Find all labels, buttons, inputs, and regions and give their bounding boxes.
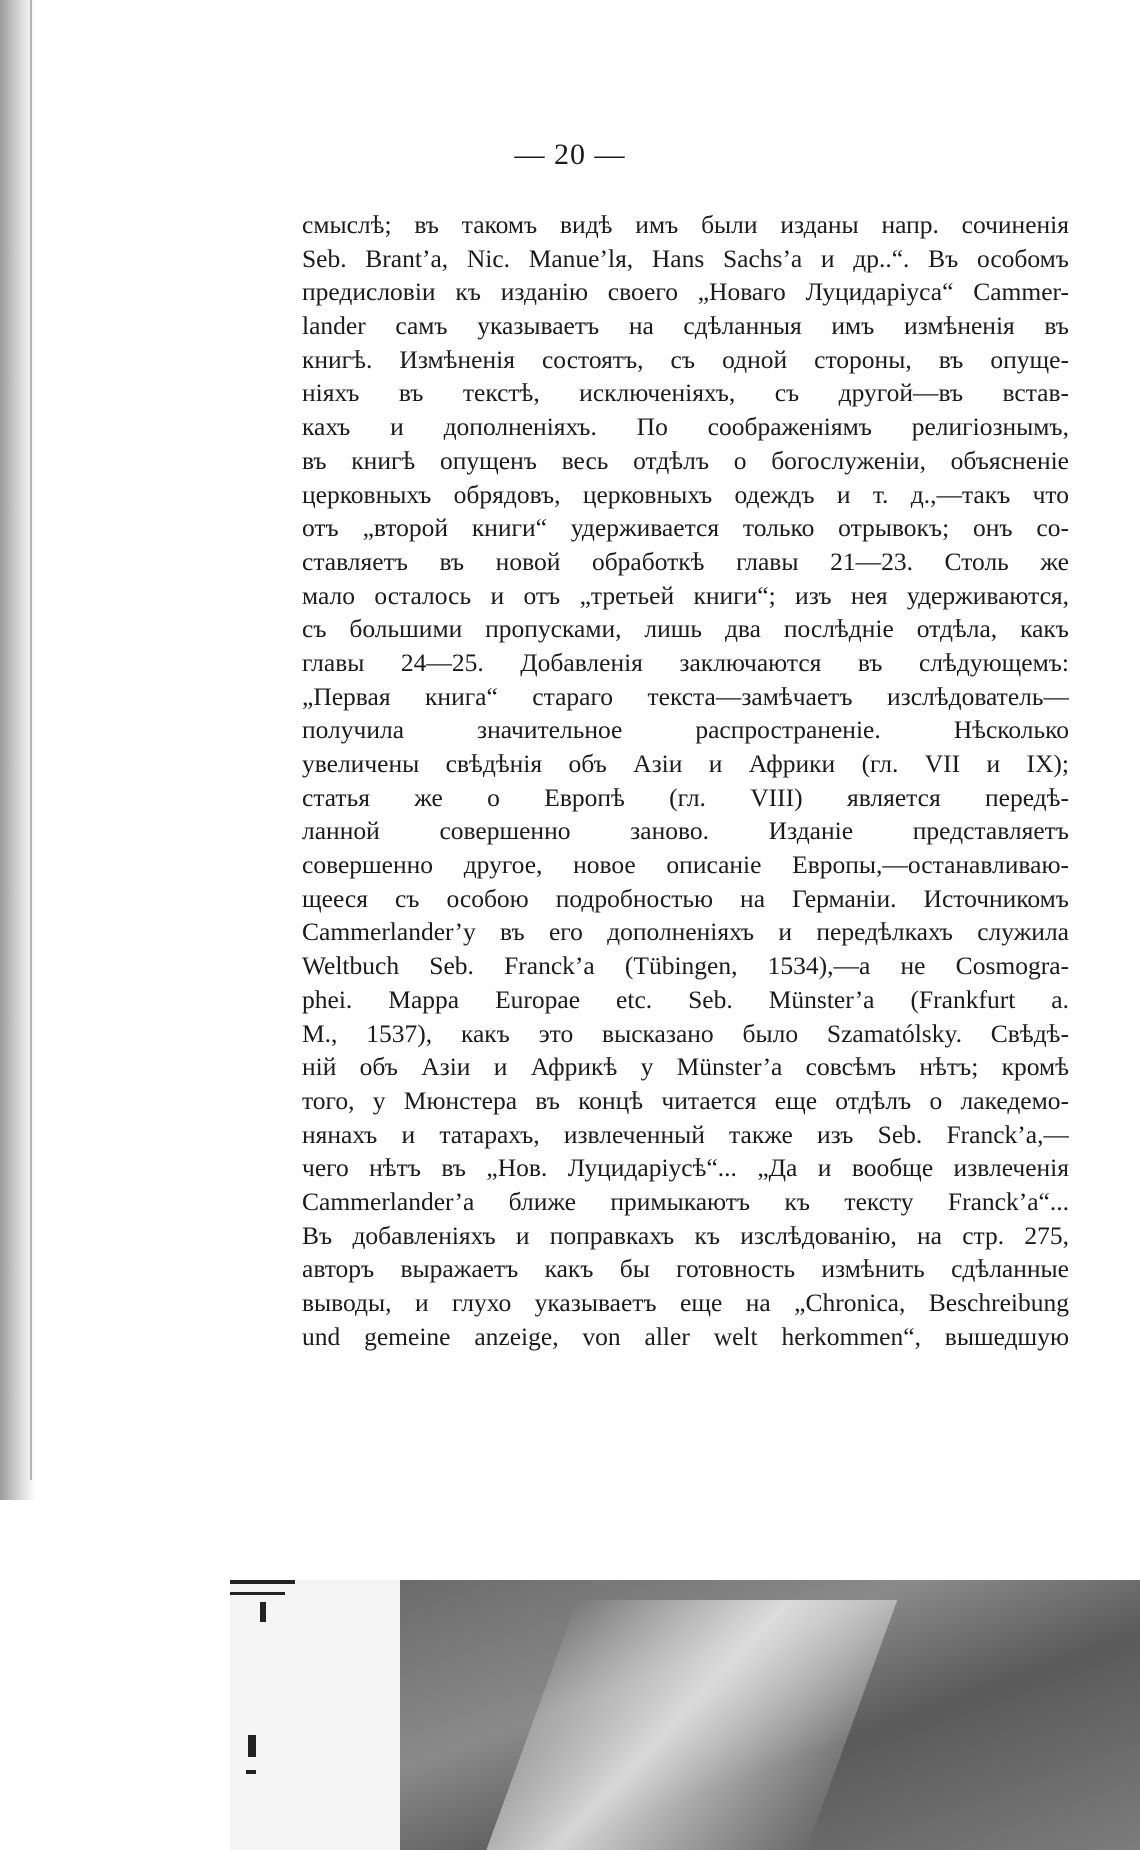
text-line: того, у Мюнстера въ концѣ читается еще отдѣлъ о лакедемо-	[302, 1085, 1069, 1115]
text-line: lander самъ указываетъ на сдѣланныя имъ измѣненія въ	[302, 311, 1069, 341]
text-line: кахъ и дополненіяхъ. По соображеніямъ религіознымъ,	[302, 412, 1069, 442]
scan-mark	[260, 1602, 266, 1622]
text-line: книгѣ. Измѣненія состоятъ, съ одной стороны, въ опуще-	[302, 344, 1069, 374]
text-line: отъ „второй книги“ удерживается только отрывокъ; онъ со-	[302, 513, 1069, 543]
text-line: Cammerlander’у въ его дополненіяхъ и передѣлкахъ служила	[302, 917, 1069, 947]
scan-artifact	[230, 1580, 1140, 1850]
text-line: церковныхъ обрядовъ, церковныхъ одеждъ и т. д.,—такъ что	[302, 479, 1069, 509]
text-line: съ большими пропусками, лишь два послѣдніе отдѣла, какъ	[302, 614, 1069, 644]
text-line: „Первая книга“ стараго текста—замѣчаетъ изслѣдователь—	[302, 681, 1069, 711]
text-line: ній объ Азіи и Африкѣ у Münster’a совсѣмъ нѣтъ; кромѣ	[302, 1052, 1069, 1082]
text-line: M., 1537), какъ это высказано было Szamatólsky. Свѣдѣ-	[302, 1018, 1069, 1048]
text-line: щееся съ особою подробностью на Германіи. Источникомъ	[302, 883, 1069, 913]
text-line: смыслѣ; въ такомъ видѣ имъ были изданы напр. сочиненія	[302, 210, 1069, 239]
page-number: — 20 —	[514, 138, 626, 171]
text-line: Weltbuch Seb. Franck’a (Tübingen, 1534),—а не Cosmogra-	[302, 951, 1069, 981]
text-line: мало осталось и отъ „третьей книги“; изъ нея удерживаются,	[302, 580, 1069, 610]
text-line: ставляетъ въ новой обработкѣ главы 21—23. Столь же	[302, 546, 1069, 576]
text-line: Въ добавленіяхъ и поправкахъ къ изслѣдованію, на стр. 275,	[302, 1220, 1069, 1250]
text-line: совершенно другое, новое описаніе Европы,—останавливаю-	[302, 850, 1069, 880]
text-line: выводы, и глухо указываетъ еще на „Chronica, Beschreibung	[302, 1288, 1069, 1317]
body-text	[302, 208, 1069, 1353]
text-line: ланной совершенно заново. Изданіе представляетъ	[302, 816, 1069, 846]
text-line: Cammerlander’a ближе примыкаютъ къ тексту Franck’a“...	[302, 1186, 1069, 1216]
scan-mark	[246, 1770, 256, 1774]
scan-margin-strip	[230, 1580, 405, 1850]
text-line: phei. Mappa Europae etc. Seb. Münster’a (Frankfurt a.	[302, 984, 1069, 1014]
page-edge	[30, 0, 32, 1480]
scan-mark	[230, 1580, 295, 1584]
text-line: въ книгѣ опущенъ весь отдѣлъ о богослуженіи, объясненіе	[302, 445, 1069, 475]
text-line: Seb. Brant’a, Nic. Manue’lя, Hans Sachs’a и др..“. Въ особомъ	[302, 243, 1069, 273]
text-line: увеличены свѣдѣнія объ Азіи и Африки (гл. VII и IX);	[302, 749, 1069, 778]
text-line: главы 24—25. Добавленія заключаются въ слѣдующемъ:	[302, 647, 1069, 677]
text-line: und gemeine anzeige, von aller welt herkommen“, вышедшую	[302, 1321, 1069, 1351]
text-line: статья же о Европѣ (гл. VIII) является передѣ-	[302, 782, 1069, 812]
text-line: получила значительное распространеніе. Нѣсколько	[302, 715, 1069, 745]
scan-mark	[230, 1592, 285, 1595]
text-line: нянахъ и татарахъ, извлеченный также изъ Seb. Franck’a,—	[302, 1119, 1069, 1149]
scan-mark	[248, 1735, 256, 1757]
text-line: авторъ выражаетъ какъ бы готовность измѣнить сдѣланные	[302, 1254, 1069, 1284]
text-line: ніяхъ въ текстѣ, исключеніяхъ, съ другой—въ встав-	[302, 378, 1069, 408]
text-line: чего нѣтъ въ „Нов. Луцидаріусѣ“... „Да и вообще извлеченія	[302, 1153, 1069, 1183]
text-line: предисловіи къ изданію своего „Новаго Луцидаріуса“ Cammer-	[302, 277, 1069, 307]
